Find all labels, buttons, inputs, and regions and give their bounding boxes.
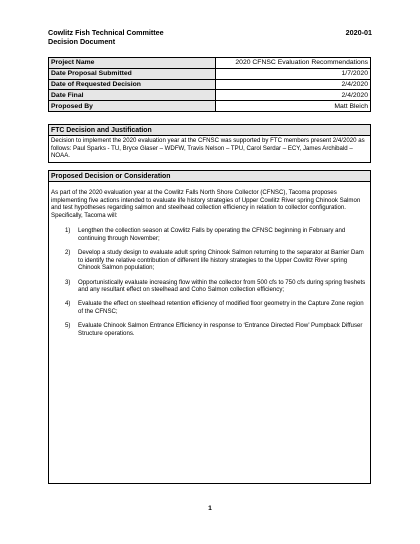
list-text: Opportunistically evaluate increasing flow within the collector from 500 cfs to 750 cfs during spring freshets and any resultant effect on steelhead and Coho Salmon collection efficiency; — [78, 278, 366, 294]
row-label: Date of Requested Decision — [49, 79, 216, 90]
row-label: Proposed By — [49, 101, 216, 112]
proposed-decision-section — [48, 170, 371, 484]
section-body: Decision to implement the 2020 evaluation year at the CFNSC was supported by FTC members present 2/4/2020 as follows: Paul Sparks - TU, Bryce Glaser – WDFW, Travis Nelson – TPU, Carol Serdar – ECY, James Archibald – NOAA. — [51, 137, 365, 160]
list-text: Evaluate the effect on steelhead retention efficiency of modified floor geometry in the Capture Zone region of the CFNSC; — [78, 300, 364, 315]
table-row — [49, 101, 371, 112]
row-label: Date Final — [49, 90, 216, 101]
table-row — [49, 58, 371, 69]
project-info-table — [48, 57, 371, 112]
table-row — [49, 79, 371, 90]
list-item — [51, 322, 368, 337]
document-type: Decision Document — [48, 37, 116, 46]
page-number: 1 — [208, 505, 212, 512]
document-number: 2020-01 — [345, 28, 372, 37]
list-number: 2) — [65, 249, 71, 257]
action-list — [51, 227, 368, 337]
table-row — [49, 68, 371, 79]
row-value: 2/4/2020 — [216, 90, 371, 101]
list-text: Lengthen the collection season at Cowlitz Falls by operating the CFNSC beginning in February and continuing through November; — [78, 227, 346, 242]
table-row — [49, 90, 371, 101]
list-number: 3) — [65, 278, 71, 286]
list-item — [51, 300, 368, 315]
document-header — [48, 28, 372, 46]
row-value: 2/4/2020 — [216, 79, 371, 90]
row-value: 1/7/2020 — [216, 68, 371, 79]
list-number: 1) — [65, 227, 71, 235]
section-title: Proposed Decision or Consideration — [49, 171, 370, 182]
list-item — [51, 279, 368, 294]
committee-name: Cowlitz Fish Technical Committee — [48, 28, 164, 37]
list-number: 4) — [65, 300, 71, 308]
section-title: FTC Decision and Justification — [49, 125, 370, 136]
list-text: Evaluate Chinook Salmon Entrance Efficiency in response to ‘Entrance Directed Flow’ Pumpback Diffuser Structure operations. — [78, 322, 363, 337]
list-item — [51, 249, 368, 272]
list-item — [51, 227, 368, 242]
row-value: Matt Bleich — [216, 101, 371, 112]
list-text: Develop a study design to evaluate adult spring Chinook Salmon returning to the separator at Barrier Dam to identify the relative contribution of different life history strategies to the Upper Cowlitz River spring Chinook Salmon population; — [78, 249, 364, 272]
list-number: 5) — [65, 322, 71, 330]
row-label: Project Name — [49, 58, 216, 69]
row-label: Date Proposal Submitted — [49, 68, 216, 79]
intro-paragraph: As part of the 2020 evaluation year at the Cowlitz Falls North Shore Collector (CFNSC), Tacoma proposes implementing five actions intended to evaluate life history strategies of Upper Cowlitz River spring Chinook Salmon and test hypotheses regarding salmon and steelhead collection efficiency in relation to collector configuration. Specifically, Tacoma will: — [51, 189, 361, 219]
row-value: 2020 CFNSC Evaluation Recommendations — [216, 58, 371, 69]
section-body — [49, 182, 370, 346]
ftc-decision-section — [48, 124, 371, 163]
